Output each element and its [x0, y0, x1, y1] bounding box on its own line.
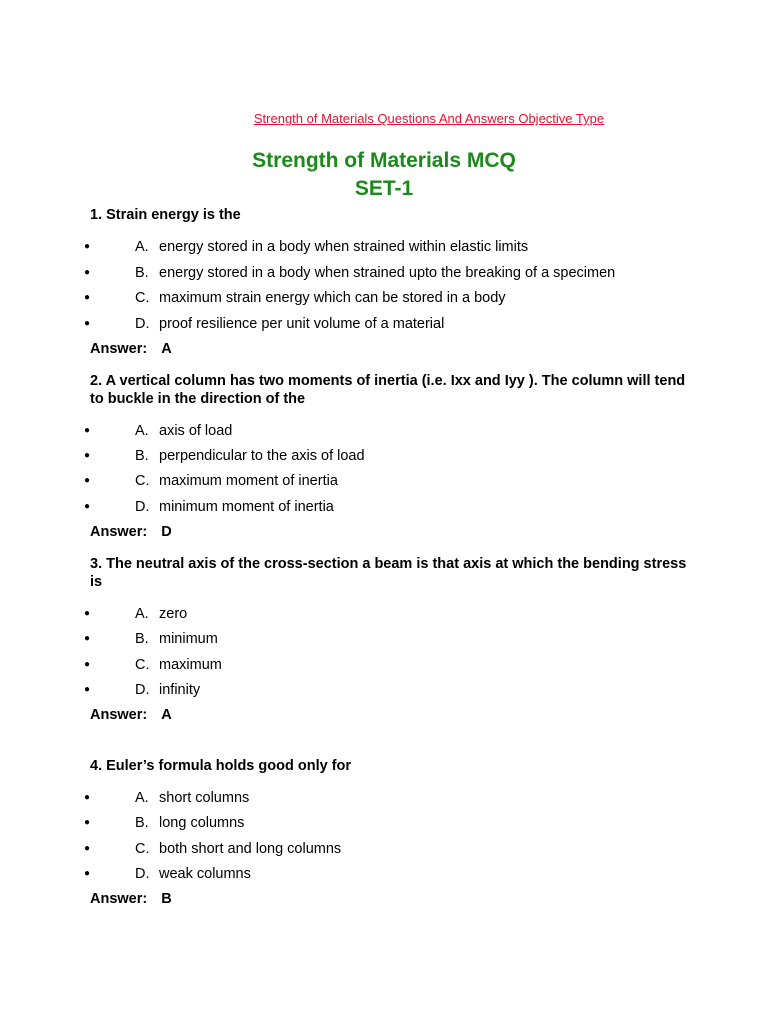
- answer-label: Answer:: [90, 707, 148, 723]
- bullet-icon: ●: [84, 633, 91, 644]
- option-letter: B.: [135, 265, 149, 281]
- answer-line: [90, 705, 172, 725]
- bullet-icon: ●: [84, 868, 91, 879]
- option-letter: C.: [135, 841, 150, 857]
- option-letter: A.: [135, 239, 149, 255]
- answer-line: [90, 522, 172, 542]
- option-text: weak columns: [159, 866, 251, 882]
- option-text: maximum moment of inertia: [159, 473, 338, 489]
- answer-label: Answer:: [90, 891, 148, 907]
- bullet-icon: ●: [84, 475, 91, 486]
- answer-value: A: [161, 341, 172, 357]
- option-text: perpendicular to the axis of load: [159, 448, 365, 464]
- option-text: energy stored in a body when strained upto the breaking of a specimen: [159, 265, 616, 281]
- bullet-icon: ●: [84, 792, 91, 803]
- option-letter: B.: [135, 448, 149, 464]
- answer-value: D: [161, 524, 172, 540]
- option-letter: A.: [135, 606, 149, 622]
- option-text: zero: [159, 606, 188, 622]
- option-letter: D.: [135, 682, 150, 698]
- option-letter: A.: [135, 423, 149, 439]
- bullet-icon: ●: [84, 684, 91, 695]
- option-letter: D.: [135, 866, 150, 882]
- question-text: 4. Euler’s formula holds good only for: [90, 758, 352, 774]
- option-text: proof resilience per unit volume of a material: [159, 316, 445, 332]
- page-subtitle: SET-1: [354, 177, 414, 200]
- option-letter: D.: [135, 499, 150, 515]
- option-text: maximum: [159, 657, 222, 673]
- option-letter: C.: [135, 290, 150, 306]
- bullet-icon: ●: [84, 450, 91, 461]
- bullet-icon: ●: [84, 425, 91, 436]
- question-text: 2. A vertical column has two moments of inertia (i.e. Ixx and Iyy ). The column will tend to buckle in the direction of the: [90, 373, 686, 407]
- option-text: minimum: [159, 631, 218, 647]
- page-title: Strength of Materials MCQ: [252, 149, 516, 172]
- answer-value: B: [161, 891, 172, 907]
- bullet-icon: ●: [84, 843, 91, 854]
- bullet-icon: ●: [84, 501, 91, 512]
- answer-label: Answer:: [90, 341, 148, 357]
- option-letter: C.: [135, 657, 150, 673]
- option-letter: A.: [135, 790, 149, 806]
- option-text: both short and long columns: [159, 841, 342, 857]
- option-text: axis of load: [159, 423, 233, 439]
- bullet-icon: ●: [84, 318, 91, 329]
- bullet-icon: ●: [84, 608, 91, 619]
- option-text: short columns: [159, 790, 250, 806]
- option-letter: B.: [135, 631, 149, 647]
- answer-line: [90, 889, 172, 909]
- option-text: minimum moment of inertia: [159, 499, 334, 515]
- bullet-icon: ●: [84, 659, 91, 670]
- question-text: 1. Strain energy is the: [90, 207, 241, 223]
- bullet-icon: ●: [84, 817, 91, 828]
- option-text: infinity: [159, 682, 201, 698]
- option-letter: C.: [135, 473, 150, 489]
- bullet-icon: ●: [84, 292, 91, 303]
- bullet-icon: ●: [84, 267, 91, 278]
- bullet-icon: ●: [84, 241, 91, 252]
- header-link[interactable]: Strength of Materials Questions And Answers Objective Type: [253, 111, 605, 126]
- option-text: maximum strain energy which can be stored in a body: [159, 290, 506, 306]
- question-text: 3. The neutral axis of the cross-section a beam is that axis at which the bending stress is: [90, 556, 687, 590]
- option-letter: B.: [135, 815, 149, 831]
- option-text: energy stored in a body when strained within elastic limits: [159, 239, 529, 255]
- answer-value: A: [161, 707, 172, 723]
- option-letter: D.: [135, 316, 150, 332]
- option-text: long columns: [159, 815, 245, 831]
- answer-label: Answer:: [90, 524, 148, 540]
- answer-line: [90, 339, 172, 359]
